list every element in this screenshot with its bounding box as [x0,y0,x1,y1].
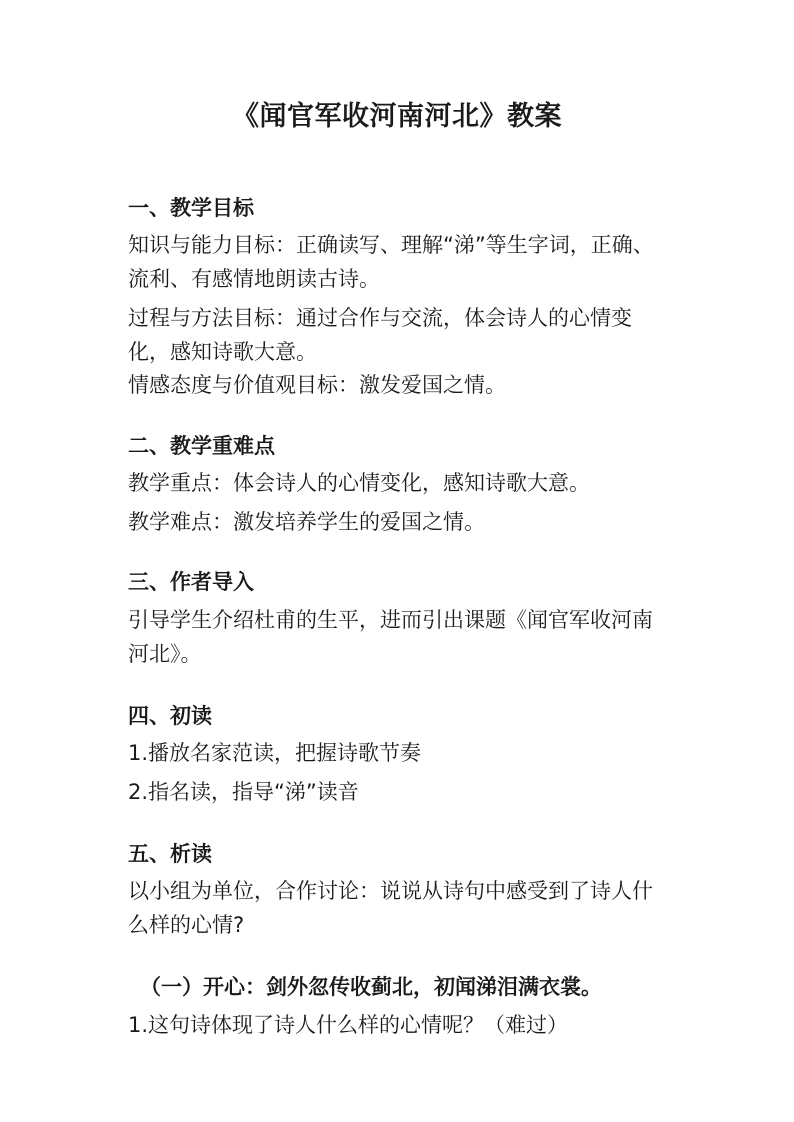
paragraph-line: 教学难点：激发培养学生的爱国之情。 [128,510,485,534]
section-heading-author-intro: 三、作者导入 [128,570,254,594]
section-heading-first-reading: 四、初读 [128,704,212,728]
paragraph-line: 教学重点：体会诗人的心情变化，感知诗歌大意。 [128,471,590,495]
paragraph-line: 引导学生介绍杜甫的生平，进而引出课题《闻官军收河南 [128,608,653,632]
section-heading-teaching-objectives: 一、教学目标 [128,196,254,220]
paragraph-line: 情感态度与价值观目标：激发爱国之情。 [128,373,506,397]
paragraph-line: 河北》。 [128,642,202,666]
paragraph-line: 么样的心情? [128,913,245,937]
paragraph-line: 化，感知诗歌大意。 [128,340,317,364]
paragraph-line: 过程与方法目标：通过合作与交流，体会诗人的心情变 [128,306,632,330]
document-title: 《闻官军收河南河北》教案 [232,101,562,132]
paragraph-line: 流利、有感情地朗读古诗。 [128,267,380,291]
paragraph-line: 以小组为单位，合作讨论：说说从诗句中感受到了诗人什 [128,879,653,903]
subsection-heading-happy: （一）开心：剑外忽传收蓟北，初闻涕泪满衣裳。 [140,975,602,999]
list-item: 2.指名读，指导“涕”读音 [128,780,359,804]
list-item: 1.播放名家范读，把握诗歌节奏 [128,741,422,765]
section-heading-analysis: 五、析读 [128,842,212,866]
list-item: 1.这句诗体现了诗人什么样的心情呢？（难过） [128,1013,569,1037]
section-heading-key-points: 二、教学重难点 [128,434,275,458]
paragraph-line: 知识与能力目标：正确读写、理解“涕”等生字词，正确、 [128,233,654,257]
